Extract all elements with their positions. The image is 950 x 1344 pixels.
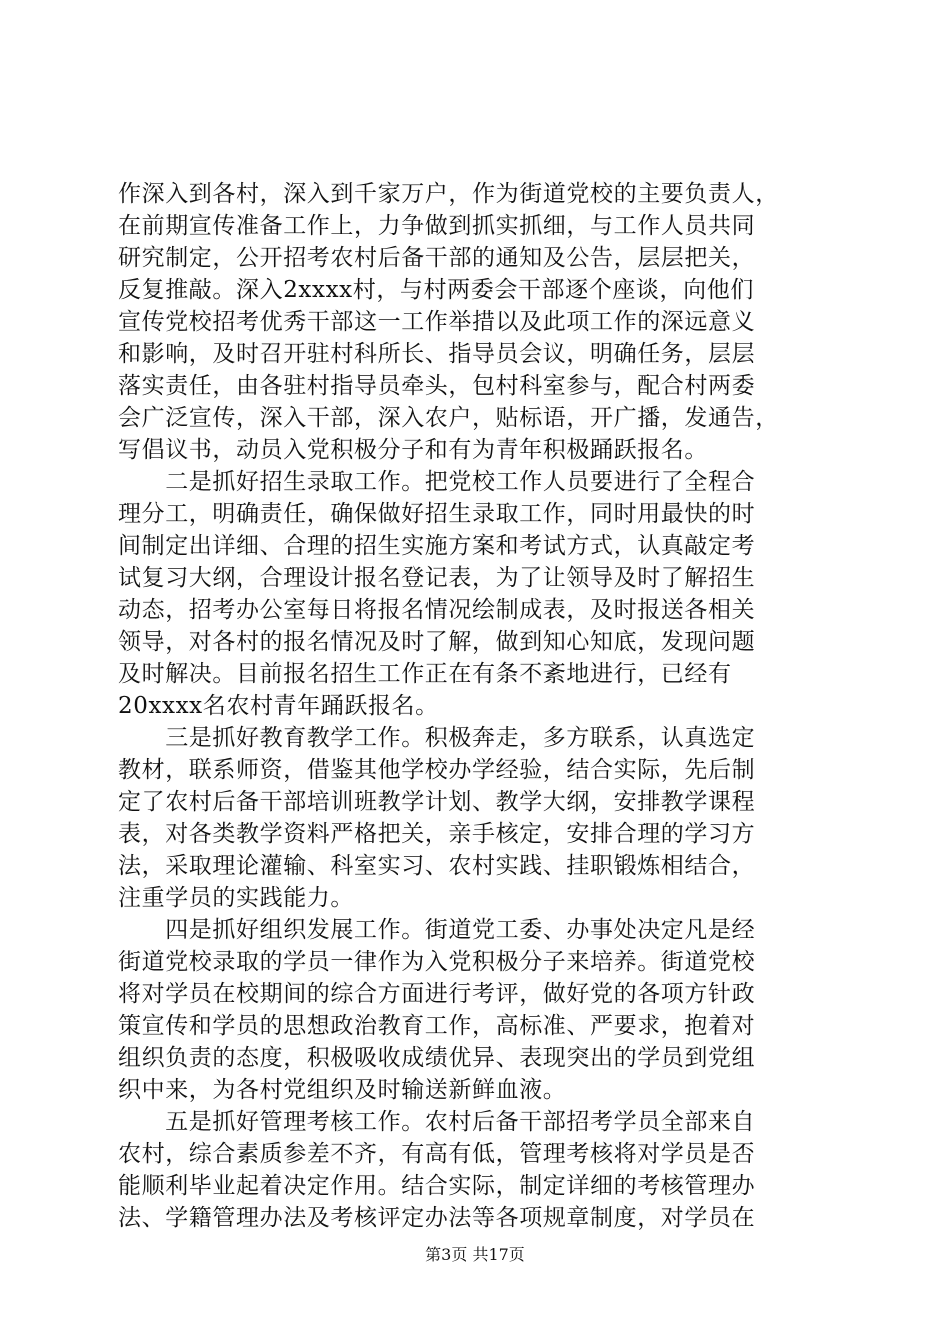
text-line: 20xxxx名农村青年踊跃报名。 bbox=[118, 693, 439, 719]
text-line: 领导，对各村的报名情况及时了解，做到知心知底，发现问题 bbox=[118, 629, 756, 655]
text-line: 法、学籍管理办法及考核评定办法等各项规章制度，对学员在 bbox=[118, 1205, 756, 1231]
text-line: 定了农村后备干部培训班教学计划、教学大纲，安排教学课程 bbox=[118, 789, 756, 815]
text-line: 策宣传和学员的思想政治教育工作，高标准、严要求，抱着对 bbox=[118, 1013, 756, 1039]
text-line: 表，对各类教学资料严格把关，亲手核定，安排合理的学习方 bbox=[118, 821, 756, 847]
text-line: 会广泛宣传，深入干部，深入农户，贴标语，开广播，发通告， bbox=[118, 405, 779, 431]
text-line: 注重学员的实践能力。 bbox=[118, 885, 354, 911]
text-line: 能顺利毕业起着决定作用。结合实际，制定详细的考核管理办 bbox=[118, 1173, 756, 1199]
text-line: 组织负责的态度，积极吸收成绩优异、表现突出的学员到党组 bbox=[118, 1045, 756, 1071]
text-line: 和影响，及时召开驻村科所长、指导员会议，明确任务，层层 bbox=[118, 341, 756, 367]
text-line: 宣传党校招考优秀干部这一工作举措以及此项工作的深远意义 bbox=[118, 309, 756, 335]
text-line: 织中来，为各村党组织及时输送新鲜血液。 bbox=[118, 1077, 567, 1103]
paragraph-start-line: 四是抓好组织发展工作。街道党工委、办事处决定凡是经 bbox=[118, 917, 756, 943]
text-line: 将对学员在校期间的综合方面进行考评，做好党的各项方针政 bbox=[118, 981, 756, 1007]
text-line: 间制定出详细、合理的招生实施方案和考试方式，认真敲定考 bbox=[118, 533, 756, 559]
text-line: 作深入到各村，深入到千家万户，作为街道党校的主要负责人， bbox=[118, 181, 779, 207]
document-body bbox=[118, 178, 836, 1234]
text-line: 街道党校录取的学员一律作为入党积极分子来培养。街道党校 bbox=[118, 949, 756, 975]
text-line: 研究制定，公开招考农村后备干部的通知及公告，层层把关， bbox=[118, 245, 756, 271]
paragraph-start-line: 二是抓好招生录取工作。把党校工作人员要进行了全程合 bbox=[118, 469, 756, 495]
text-line: 农村，综合素质参差不齐，有高有低，管理考核将对学员是否 bbox=[118, 1141, 756, 1167]
paragraph-start-line: 三是抓好教育教学工作。积极奔走，多方联系，认真选定 bbox=[118, 725, 756, 751]
text-line: 在前期宣传准备工作上，力争做到抓实抓细，与工作人员共同 bbox=[118, 213, 756, 239]
text-line: 反复推敲。深入2xxxx村，与村两委会干部逐个座谈，向他们 bbox=[118, 277, 754, 303]
text-line: 及时解决。目前报名招生工作正在有条不紊地进行，已经有 bbox=[118, 661, 732, 687]
text-line: 试复习大纲，合理设计报名登记表，为了让领导及时了解招生 bbox=[118, 565, 756, 591]
text-line: 教材，联系师资，借鉴其他学校办学经验，结合实际，先后制 bbox=[118, 757, 756, 783]
text-line: 写倡议书，动员入党积极分子和有为青年积极踊跃报名。 bbox=[118, 437, 708, 463]
page-number-footer: 第3页 共17页 bbox=[425, 1245, 525, 1264]
paragraph-start-line: 五是抓好管理考核工作。农村后备干部招考学员全部来自 bbox=[118, 1109, 756, 1135]
text-line: 落实责任，由各驻村指导员牵头，包村科室参与，配合村两委 bbox=[118, 373, 756, 399]
text-line: 理分工，明确责任，确保做好招生录取工作，同时用最快的时 bbox=[118, 501, 756, 527]
text-line: 法，采取理论灌输、科室实习、农村实践、挂职锻炼相结合， bbox=[118, 853, 756, 879]
text-line: 动态，招考办公室每日将报名情况绘制成表，及时报送各相关 bbox=[118, 597, 756, 623]
